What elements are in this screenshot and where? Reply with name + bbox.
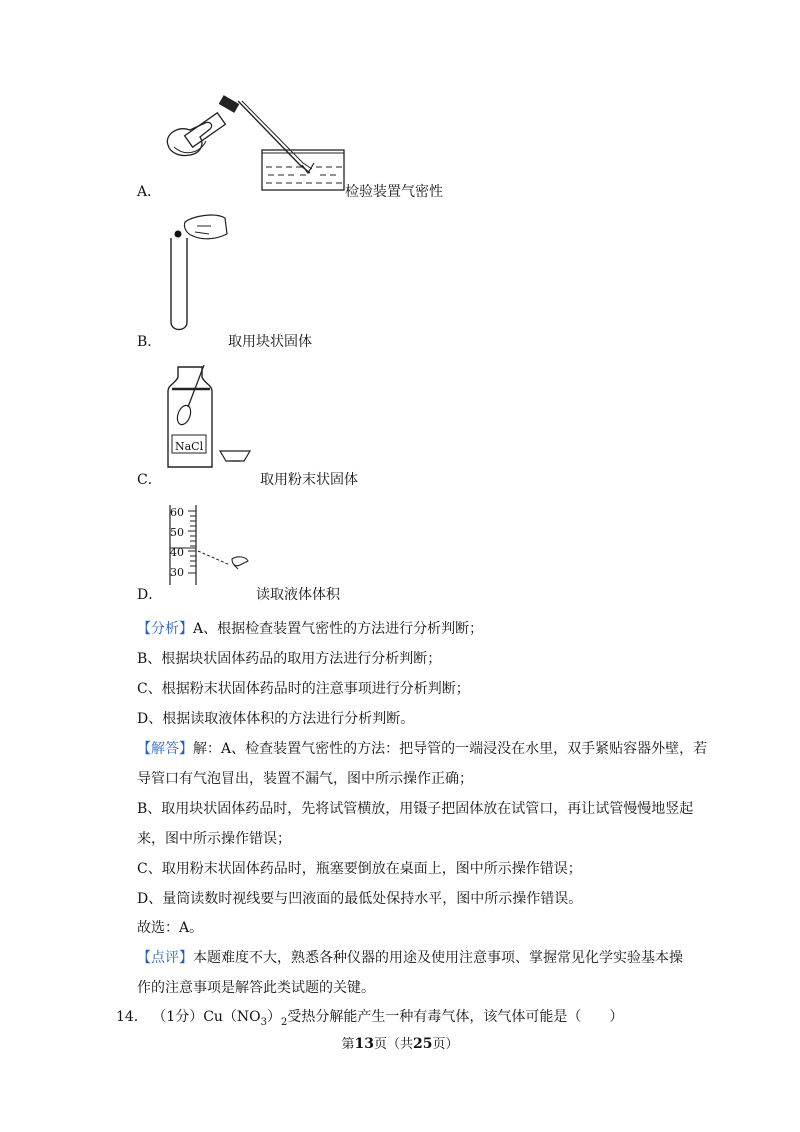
option-b-letter: B． — [137, 334, 162, 350]
analysis-line-2: B、根据块状固体药品的取用方法进行分析判断； — [137, 651, 442, 667]
solution-line-6: D、量筒读数时视线要与凹液面的最低处保持水平，图中所示操作错误。 — [137, 891, 583, 907]
page-number: 13 — [354, 1036, 374, 1052]
solution-line-3: B、取用块状固体药品时，先将试管横放，用镊子把固体放在试管口，再让试管慢慢地竖起 — [137, 801, 694, 817]
comment-line-1: 【点评】本题难度不大，熟悉各种仪器的用途及使用注意事项、掌握常见化学实验基本操 — [137, 950, 683, 966]
nacl-label: NaCl — [175, 440, 204, 453]
tick-30: 30 — [170, 566, 184, 579]
analysis-line-4: D、根据读取液体体积的方法进行分析判断。 — [137, 711, 415, 727]
solution-line-2: 导管口有气泡冒出，装置不漏气，图中所示操作正确； — [137, 771, 473, 787]
page-total: 25 — [413, 1036, 433, 1052]
solution-answer: 故选：A。 — [137, 920, 204, 936]
option-a-letter: A． — [137, 184, 162, 200]
solution-line-1: 【解答】解：A、检查装置气密性的方法：把导管的一端浸没在水里，双手紧贴容器外壁，若 — [137, 741, 708, 757]
option-c-letter: C． — [137, 472, 162, 488]
page-footer: 第13页（共25页） — [341, 1036, 459, 1052]
option-c-caption: 取用粉末状固体 — [260, 472, 358, 488]
analysis-tag: 【分析】 — [137, 621, 193, 637]
option-a-caption: 检验装置气密性 — [345, 184, 443, 200]
powder-reagent-bottle-figure — [160, 363, 255, 478]
comment-tag: 【点评】 — [137, 950, 193, 966]
tick-60: 60 — [170, 506, 184, 519]
tick-50: 50 — [170, 526, 184, 539]
question-number: 14． — [116, 1009, 148, 1025]
airtightness-apparatus-figure — [160, 95, 350, 195]
option-d-letter: D． — [137, 587, 163, 603]
option-b-caption: 取用块状固体 — [228, 334, 312, 350]
solution-tag: 【解答】 — [137, 741, 193, 757]
analysis-line-3: C、根据粉末状固体药品时的注意事项进行分析判断； — [137, 681, 470, 697]
option-d-caption: 读取液体体积 — [256, 587, 340, 603]
tick-40: 40 — [170, 546, 184, 559]
solution-line-5: C、取用粉末状固体药品时，瓶塞要倒放在桌面上，图中所示操作错误； — [137, 861, 582, 877]
question-14: 14． （1分）$Cu(NO_3)_2$受热分解能产生一种有毒气体，该气体可能是（ ） — [116, 1009, 624, 1028]
solid-taking-test-tube-figure — [165, 210, 230, 335]
analysis-line-1: 【分析】A、根据检查装置气密性的方法进行分析判断； — [137, 621, 484, 637]
solution-line-4: 来，图中所示操作错误； — [137, 831, 291, 847]
comment-line-2: 作的注意事项是解答此类试题的关键。 — [137, 980, 375, 996]
